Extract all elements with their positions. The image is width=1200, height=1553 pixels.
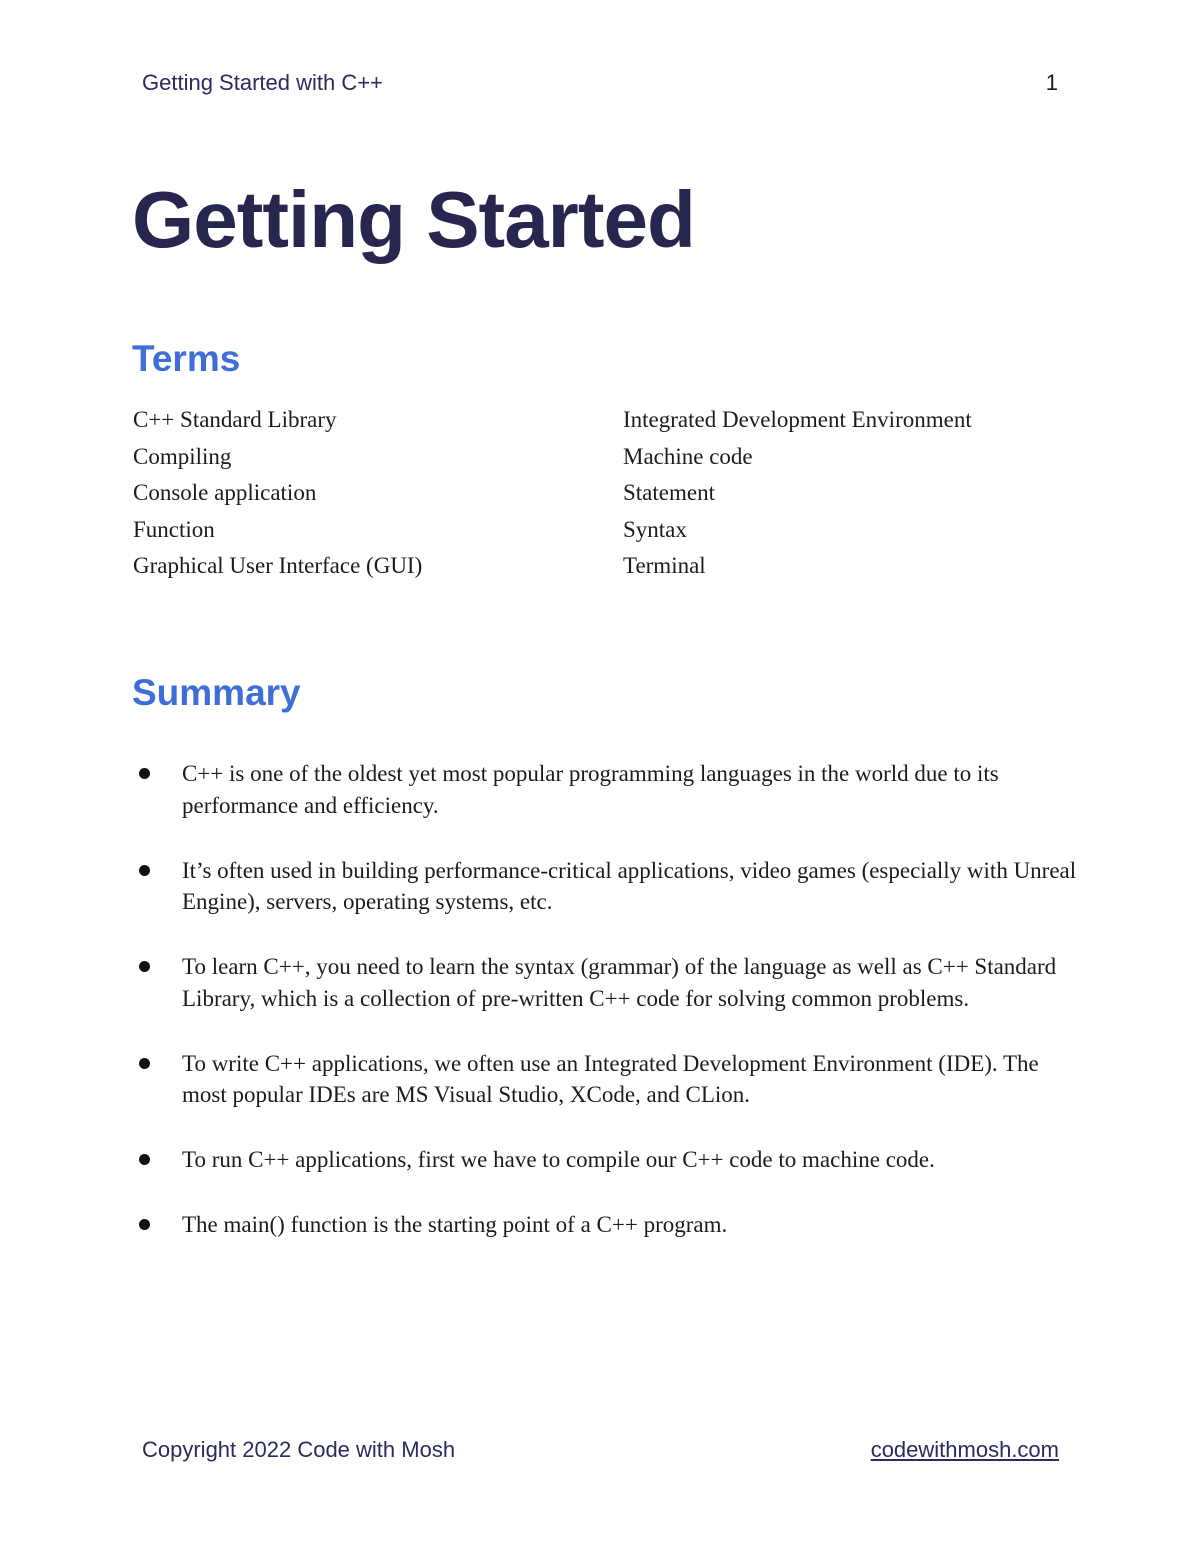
page-number: 1	[1045, 70, 1058, 95]
terms-list	[133, 404, 1053, 587]
summary-text: To learn C++, you need to learn the syntax (grammar) of the language as well as C++ Standard Library, which is a collection of pre-written C++ code for solving common problems.	[182, 954, 1057, 1011]
term-item: Console application	[133, 480, 317, 505]
bullet-icon	[139, 768, 150, 779]
term-item: Terminal	[623, 553, 706, 578]
bullet-icon	[139, 1154, 150, 1165]
bullet-icon	[139, 1219, 150, 1230]
summary-heading: Summary	[132, 672, 301, 713]
footer-website-link[interactable]: codewithmosh.com	[870, 1437, 1059, 1462]
term-item: Statement	[623, 480, 715, 505]
term-item: Function	[133, 516, 215, 542]
summary-text: To run C++ applications, first we have to compile our C++ code to machine code.	[182, 1147, 935, 1172]
summary-item	[133, 1209, 1088, 1241]
summary-list	[133, 758, 1088, 1274]
term-item: Machine code	[623, 443, 753, 469]
summary-text: C++ is one of the oldest yet most popular programming languages in the world due to its performance and efficiency.	[182, 761, 999, 818]
term-item: Syntax	[623, 516, 687, 542]
bullet-icon	[139, 961, 150, 972]
summary-item	[133, 1048, 1088, 1111]
summary-text: To write C++ applications, we often use an Integrated Development Environment (IDE). The most popular IDEs are MS Visual Studio, XCode, and CLion.	[182, 1050, 1039, 1107]
summary-text: The main() function is the starting point of a C++ program.	[182, 1212, 728, 1237]
term-item: Compiling	[133, 443, 232, 469]
term-item: Integrated Development Environment	[623, 407, 972, 432]
summary-text: It’s often used in building performance-critical applications, video games (especially with Unreal Engine), servers, operating systems, etc.	[182, 857, 1077, 914]
bullet-icon	[139, 865, 150, 876]
summary-item	[133, 855, 1088, 918]
terms-heading: Terms	[132, 338, 241, 379]
chapter-title: Getting Started	[132, 175, 695, 264]
summary-item	[133, 758, 1088, 821]
running-header: Getting Started with C++	[142, 70, 383, 95]
footer-copyright: Copyright 2022 Code with Mosh	[142, 1437, 456, 1462]
summary-item	[133, 1144, 1088, 1176]
term-item: Graphical User Interface (GUI)	[133, 553, 423, 578]
summary-item	[133, 951, 1088, 1014]
term-item: C++ Standard Library	[133, 407, 337, 432]
bullet-icon	[139, 1058, 150, 1069]
